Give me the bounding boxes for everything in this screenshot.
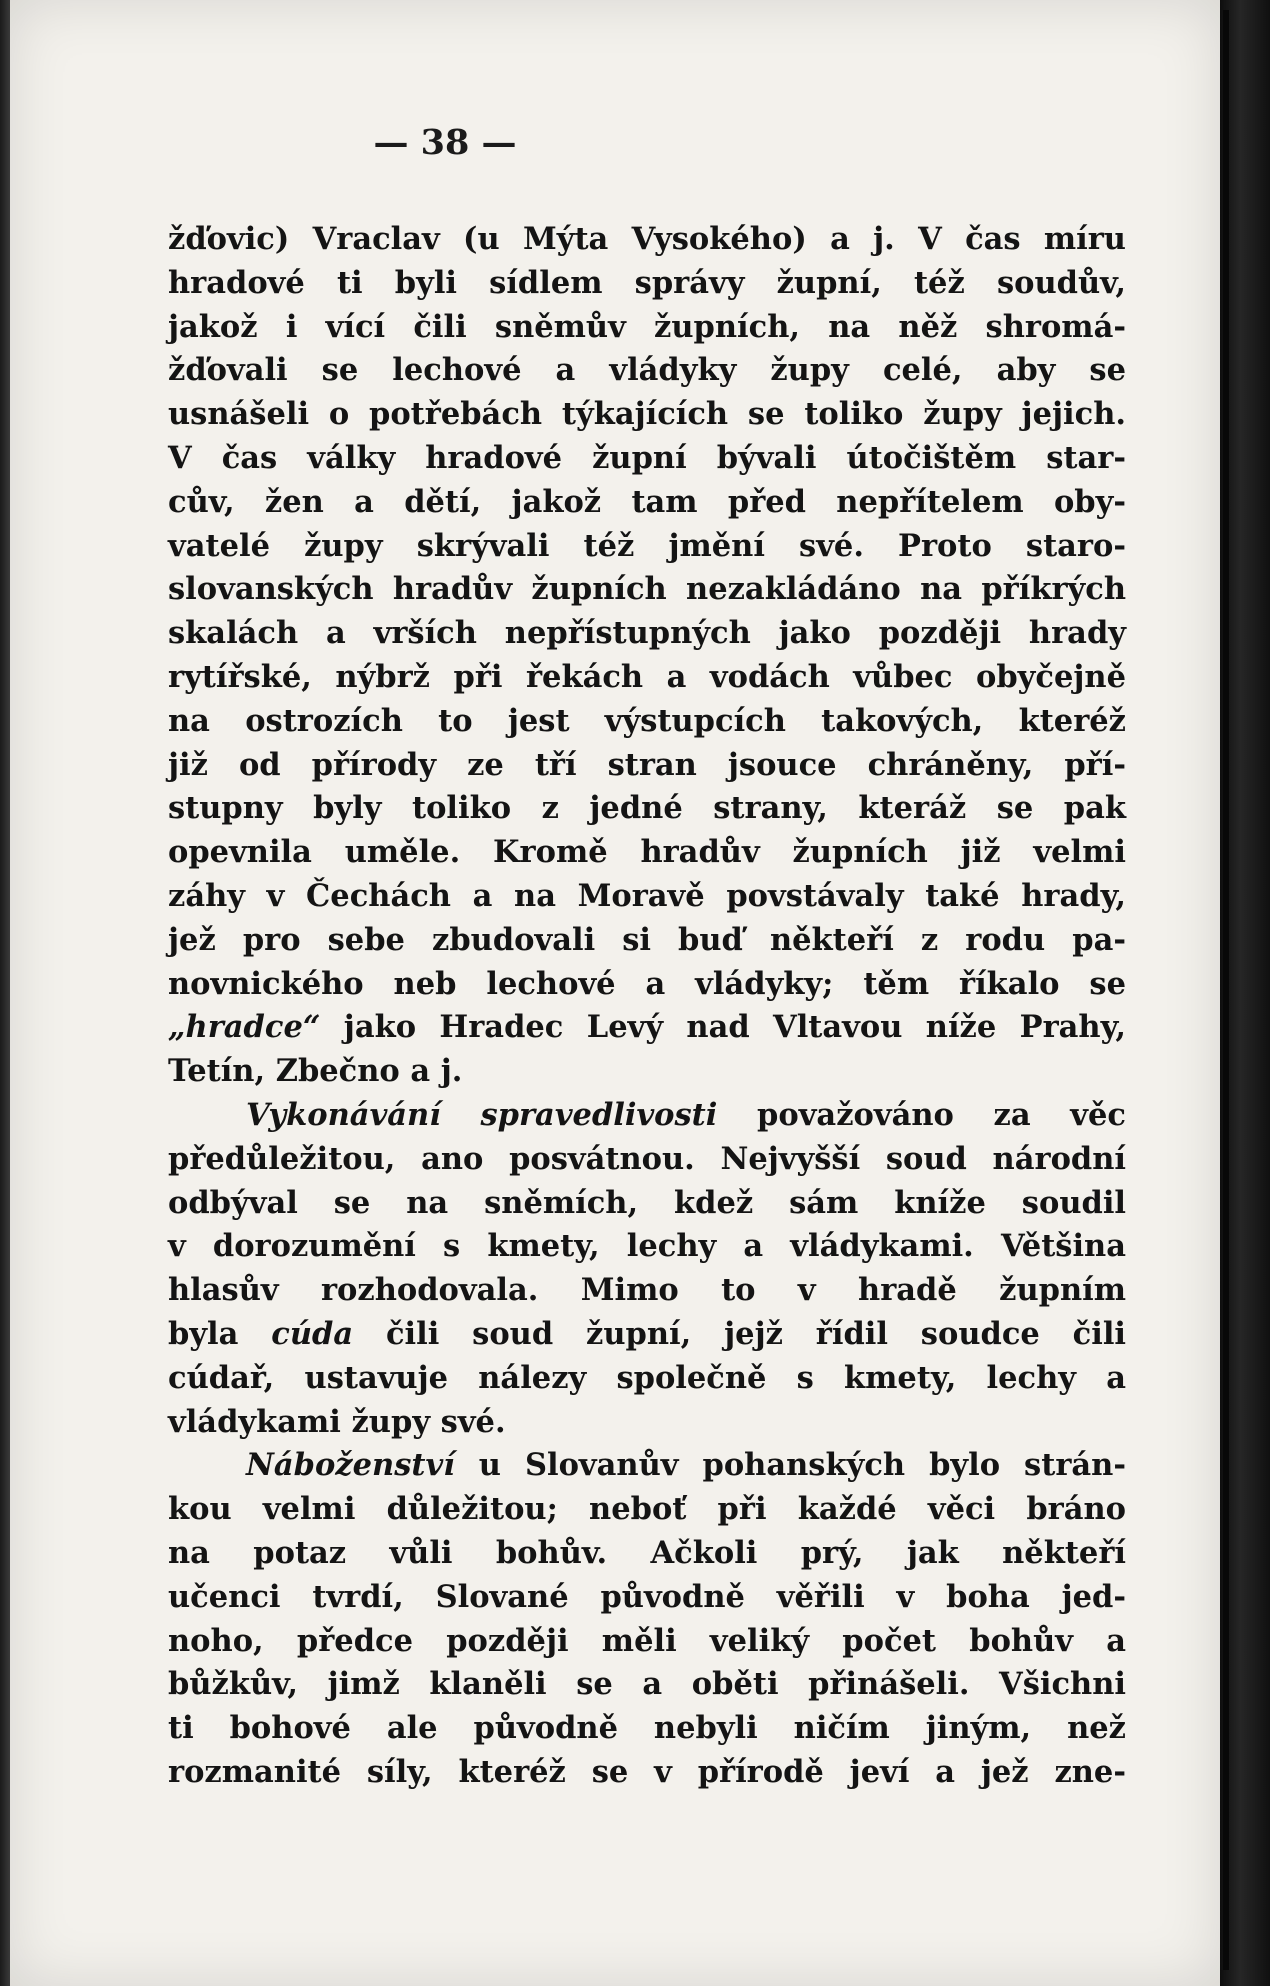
paragraph-justice xyxy=(168,1094,1126,1444)
italic-term: „hradce“ xyxy=(168,1009,321,1046)
text-line: kou velmi důležitou; neboť při každé věci bráno xyxy=(168,1491,1126,1528)
text-line: jakož i vící čili sněmův župních, na něž shromá- xyxy=(168,308,1126,345)
text-line xyxy=(168,1006,1126,1050)
italic-term: cúda xyxy=(271,1315,354,1352)
paragraph-religion xyxy=(168,1444,1126,1794)
text-line: rozmanité síly, kteréž se v přírodě jeví a jež zne- xyxy=(168,1753,1126,1790)
text-line: stupny byly toliko z jedné strany, kteráž se pak xyxy=(168,790,1126,827)
text-line: cúdař, ustavuje nálezy společně s kmety, lechy a xyxy=(168,1359,1126,1396)
text-line xyxy=(168,1444,1126,1488)
text-line: novnického neb lechové a vládyky; těm říkalo se xyxy=(168,965,1126,1002)
text-line: jež pro sebe zbudovali si buď někteří z rodu pa- xyxy=(168,921,1126,958)
text-line: skalách a vrších nepřístupných jako později hrady xyxy=(168,615,1126,652)
text-line: učenci tvrdí, Slované původně věřili v boha jed- xyxy=(168,1578,1126,1615)
scan-left-shadow xyxy=(0,0,10,1986)
text-line: hlasův rozhodovala. Mimo to v hradě župním xyxy=(168,1272,1126,1309)
text-line: usnášeli o potřebách týkajících se toliko župy jejich. xyxy=(168,396,1126,433)
text-run: čili soud župní, jejž řídil soudce čili xyxy=(353,1315,1126,1352)
text-line: odbýval se na sněmích, kdež sám kníže soudil xyxy=(168,1184,1126,1221)
text-run: u Slovanův pohanských bylo strán- xyxy=(454,1447,1126,1484)
text-line: předůležitou, ano posvátnou. Nejvyšší soud národní xyxy=(168,1140,1126,1177)
text-line: ti bohové ale původně nebyli ničím jiným, než xyxy=(168,1710,1126,1747)
italic-term: Náboženství xyxy=(246,1447,455,1484)
text-line xyxy=(168,1094,1126,1138)
text-line xyxy=(168,1313,1126,1357)
text-line: vládykami župy své. xyxy=(168,1403,506,1440)
text-line: žďovali se lechové a vládyky župy celé, aby se xyxy=(168,352,1126,389)
text-line: již od přírody ze tří stran jsouce chráněny, pří- xyxy=(168,746,1126,783)
paragraph-fortresses xyxy=(168,218,1126,1094)
text-run: považováno za věc xyxy=(717,1096,1126,1133)
text-line: opevnila uměle. Kromě hradův župních již velmi xyxy=(168,834,1126,871)
page-number: — 38 — xyxy=(373,122,517,163)
text-line: záhy v Čechách a na Moravě povstávaly také hrady, xyxy=(168,877,1126,914)
text-line: v dorozumění s kmety, lechy a vládykami. Většina xyxy=(168,1228,1126,1265)
text-line: na ostrozích to jest výstupcích takových, kteréž xyxy=(168,702,1126,739)
text-line: bůžkův, jimž klaněli se a oběti přinášeli. Všichni xyxy=(168,1666,1126,1703)
text-line: hradové ti byli sídlem správy župní, též soudův, xyxy=(168,264,1126,301)
text-line: cův, žen a dětí, jakož tam před nepřítelem oby- xyxy=(168,483,1126,520)
text-line: noho, předce později měli veliký počet bohův a xyxy=(168,1622,1126,1659)
text-line: slovanských hradův župních nezakládáno na příkrých xyxy=(168,571,1126,608)
text-line: na potaz vůli bohův. Ačkoli prý, jak někteří xyxy=(168,1534,1126,1571)
binding-rule xyxy=(1223,10,1229,1970)
italic-term: Vykonávání spravedlivosti xyxy=(246,1096,718,1133)
text-run: byla xyxy=(168,1315,272,1352)
body-text xyxy=(168,218,1126,1795)
text-line: Tetín, Zbečno a j. xyxy=(168,1053,463,1090)
book-page xyxy=(10,0,1220,1986)
text-line: žďovic) Vraclav (u Mýta Vysokého) a j. V čas míru xyxy=(168,221,1126,257)
text-run: jako Hradec Levý nad Vltavou níže Prahy, xyxy=(320,1009,1126,1046)
text-line: V čas války hradové župní bývali útočištěm star- xyxy=(168,439,1126,476)
text-line: rytířské, nýbrž při řekách a vodách vůbec obyčejně xyxy=(168,658,1126,695)
text-line: vatelé župy skrývali též jmění své. Proto staro- xyxy=(168,527,1126,564)
